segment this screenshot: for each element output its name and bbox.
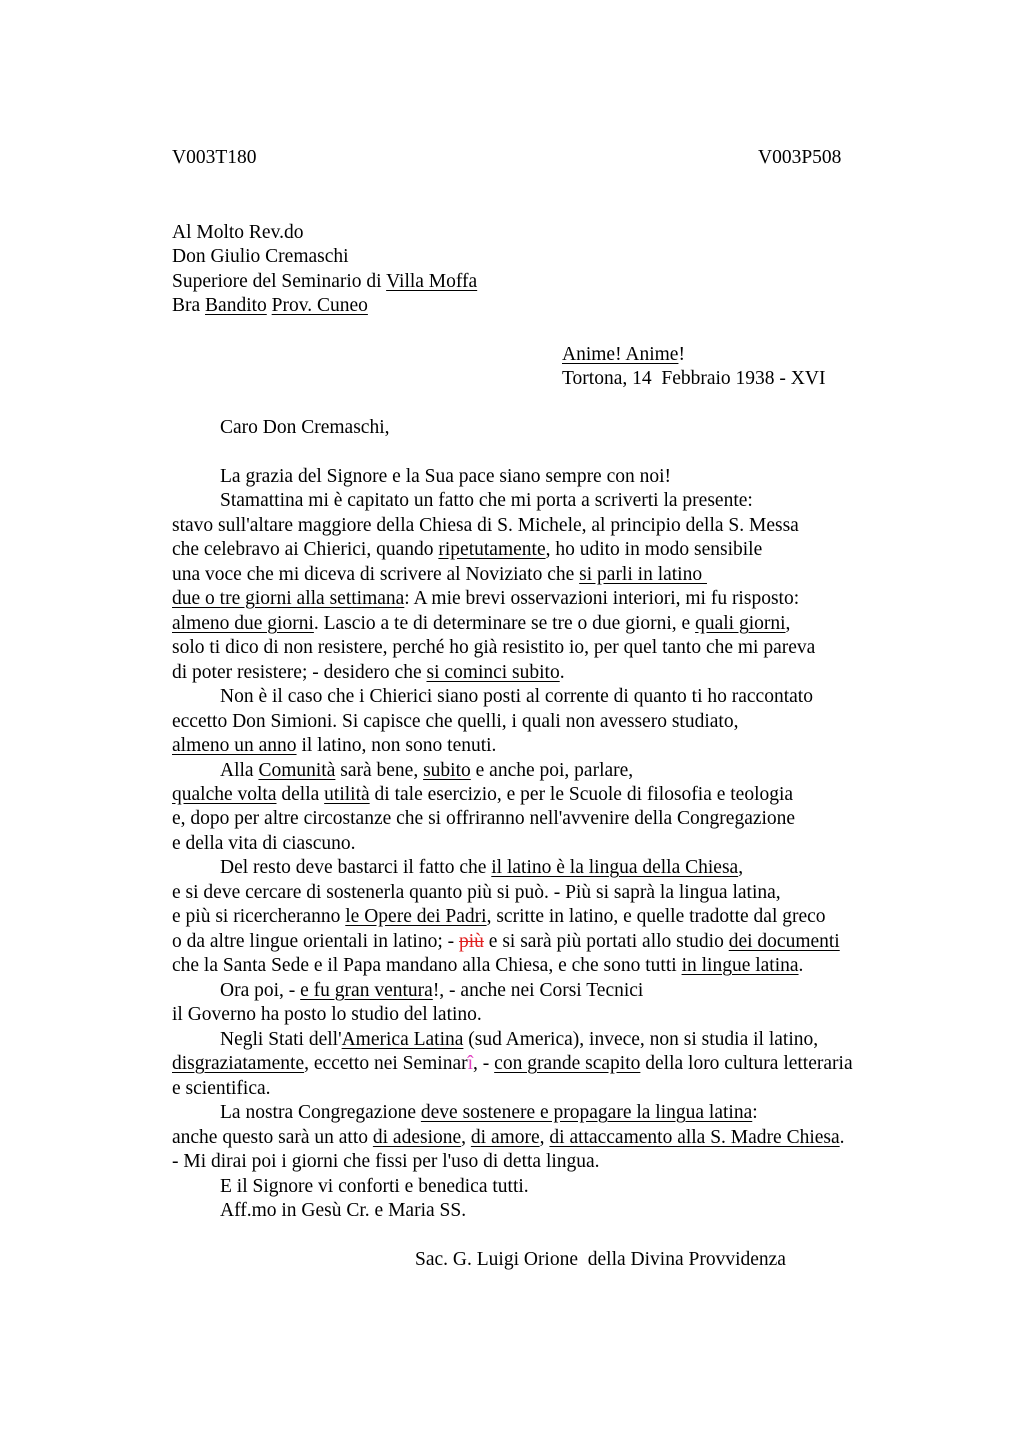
doc-code-right: V003P508	[758, 147, 842, 168]
body-line: Non è il caso che i Chierici siano posti al corrente di quanto ti ho raccontato	[220, 686, 813, 707]
body-line: il Governo ha posto lo studio del latino.	[172, 1004, 482, 1025]
body-line: eccetto Don Simioni. Si capisce che quelli, i quali non avessero studiato,	[172, 711, 739, 732]
address-line: Al Molto Rev.do	[172, 222, 304, 243]
body-line: Negli Stati dell'America Latina (sud America), invece, non si studia il latino,	[220, 1029, 819, 1050]
body-line: - Mi dirai poi i giorni che fissi per l'uso di detta lingua.	[172, 1151, 600, 1172]
body-line: Alla Comunità sarà bene, subito e anche poi, parlare,	[220, 760, 634, 781]
deleted-word: più	[459, 931, 484, 952]
body-line: Del resto deve bastarci il fatto che il latino è la lingua della Chiesa,	[220, 857, 744, 878]
body-line: una voce che mi diceva di scrivere al Noviziato che si parli in latino	[172, 564, 707, 585]
body-line: almeno un anno il latino, non sono tenuti.	[172, 735, 497, 756]
body-line: stavo sull'altare maggiore della Chiesa di S. Michele, al principio della S. Messa	[172, 515, 799, 536]
motto: Anime! Anime!	[562, 344, 685, 365]
address-line: Bra Bandito Prov. Cuneo	[172, 295, 368, 316]
body-line: solo ti dico di non resistere, perché ho già resistito io, per quel tanto che mi pareva	[172, 637, 816, 658]
body-line: due o tre giorni alla settimana: A mie brevi osservazioni interiori, mi fu risposto:	[172, 588, 800, 609]
inserted-char: î	[467, 1053, 474, 1074]
body-line: e della vita di ciascuno.	[172, 833, 356, 854]
body-line: o da altre lingue orientali in latino; - più e si sarà più portati allo studio dei documenti	[172, 931, 840, 952]
body-line: che celebravo ai Chierici, quando ripetutamente, ho udito in modo sensibile	[172, 539, 763, 560]
body-line: Stamattina mi è capitato un fatto che mi porta a scriverti la presente:	[220, 490, 753, 511]
body-line: La nostra Congregazione deve sostenere e propagare la lingua latina:	[220, 1102, 758, 1123]
body-line: La grazia del Signore e la Sua pace siano sempre con noi!	[220, 466, 672, 487]
body-line: e si deve cercare di sostenerla quanto più si può. - Più si saprà la lingua latina,	[172, 882, 781, 903]
body-line: disgraziatamente, eccetto nei Seminarî, - con grande scapito della loro cultura letteraria	[172, 1053, 853, 1074]
body-line: di poter resistere; - desidero che si cominci subito.	[172, 662, 565, 683]
body-line: che la Santa Sede e il Papa mandano alla Chiesa, e che sono tutti in lingue latina.	[172, 955, 804, 976]
signature: Sac. G. Luigi Orione della Divina Provvidenza	[415, 1249, 786, 1270]
address-line: Don Giulio Cremaschi	[172, 246, 349, 267]
place-date: Tortona, 14 Febbraio 1938 - XVI	[562, 368, 826, 389]
body-line: e scientifica.	[172, 1078, 271, 1099]
body-line: e più si ricercheranno le Opere dei Padri, scritte in latino, e quelle tradotte dal greco	[172, 906, 826, 927]
address-line: Superiore del Seminario di Villa Moffa	[172, 271, 478, 292]
body-line: E il Signore vi conforti e benedica tutti.	[220, 1176, 529, 1197]
doc-code-left: V003T180	[172, 147, 257, 168]
body-line: anche questo sarà un atto di adesione, di amore, di attaccamento alla S. Madre Chiesa.	[172, 1127, 845, 1148]
salutation: Caro Don Cremaschi,	[220, 417, 390, 438]
body-line: Ora poi, - e fu gran ventura!, - anche nei Corsi Tecnici	[220, 980, 644, 1001]
body-line: e, dopo per altre circostanze che si offriranno nell'avvenire della Congregazione	[172, 808, 796, 829]
body-line: almeno due giorni. Lascio a te di determinare se tre o due giorni, e quali giorni,	[172, 613, 791, 634]
body-line: qualche volta della utilità di tale esercizio, e per le Scuole di filosofia e teologia	[172, 784, 794, 805]
body-line: Aff.mo in Gesù Cr. e Maria SS.	[220, 1200, 467, 1221]
